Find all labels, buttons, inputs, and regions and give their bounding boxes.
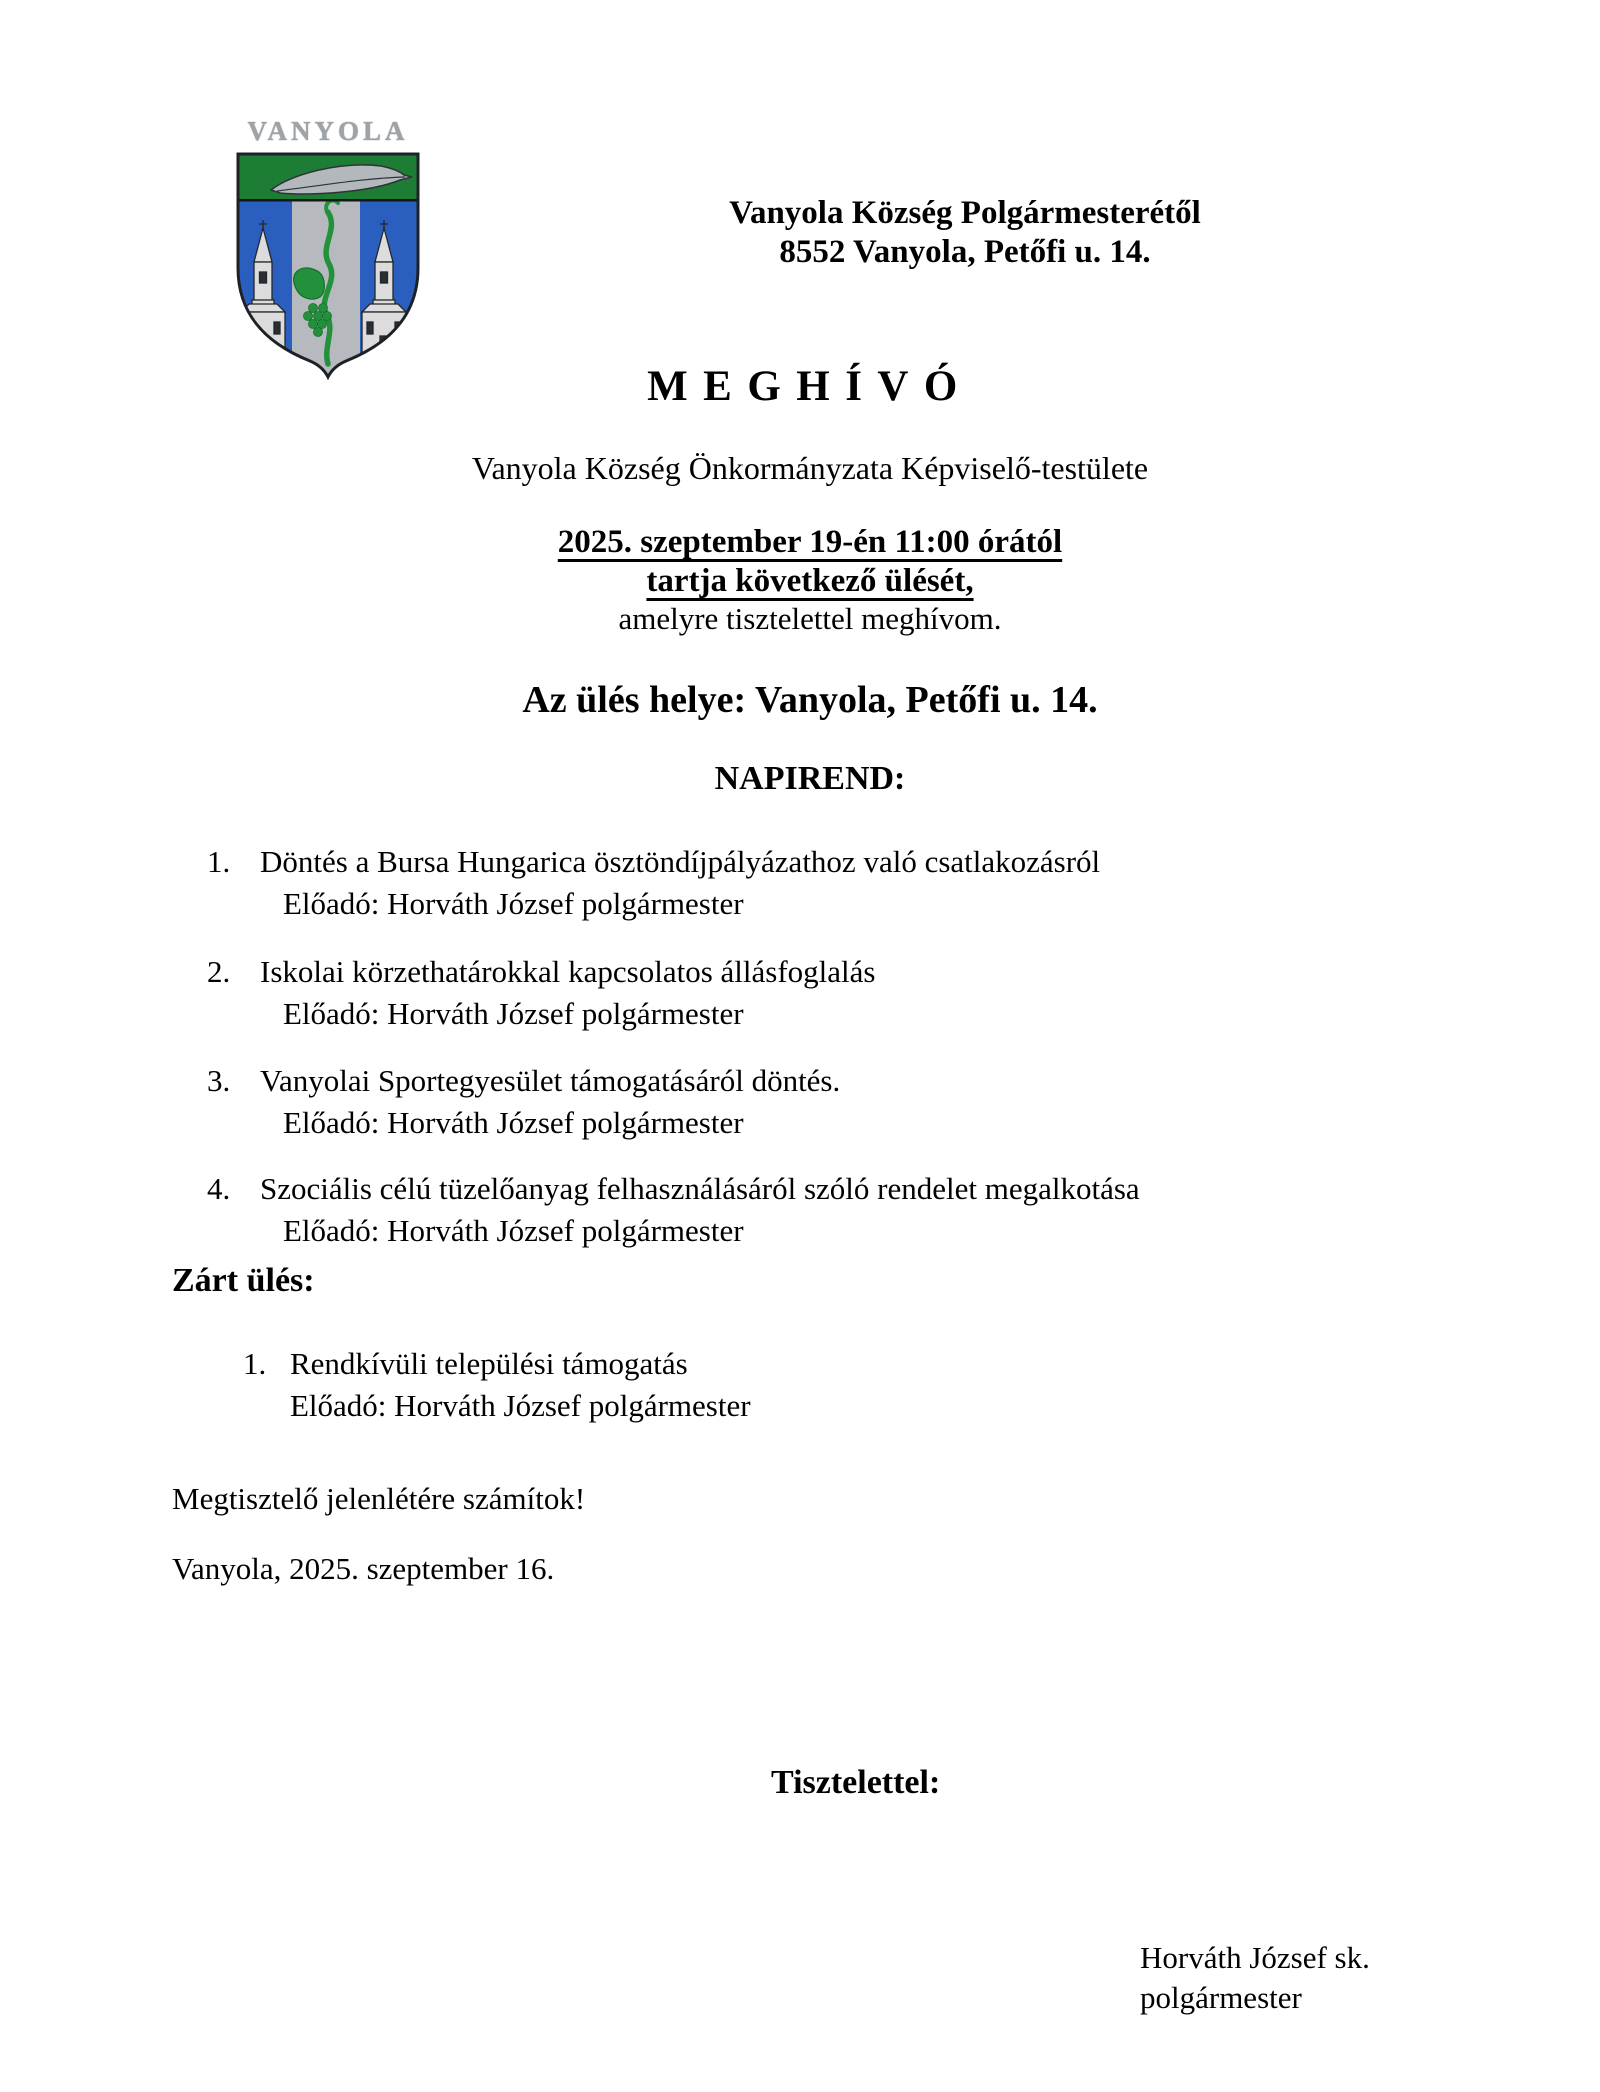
agenda-item-2 xyxy=(207,951,1527,1035)
agenda-item-4 xyxy=(207,1168,1527,1252)
meeting-datetime-line: 2025. szeptember 19-én 11:00 órától xyxy=(557,524,1063,560)
agenda-item-title: Szociális célú tüzelőanyag felhasználásáról szóló rendelet megalkotása xyxy=(260,1171,1140,1206)
signature-block xyxy=(1140,1938,1370,2018)
agenda-item-presenter: Előadó: Horváth József polgármester xyxy=(283,1213,744,1248)
agenda-item-number: 4. xyxy=(207,1171,231,1206)
agenda-item-presenter: Előadó: Horváth József polgármester xyxy=(283,1105,744,1140)
salutation-line: Tisztelettel: xyxy=(771,1764,941,1801)
agenda-item-title: Döntés a Bursa Hungarica ösztöndíjpályázathoz való csatlakozásról xyxy=(260,844,1101,879)
closed-item-title: Rendkívüli települési támogatás xyxy=(290,1346,688,1381)
agenda-item-title-line xyxy=(207,1060,1527,1102)
agenda-item-3 xyxy=(207,1060,1527,1144)
agenda-item-title-line xyxy=(207,841,1527,883)
closed-item-number: 1. xyxy=(243,1346,267,1381)
closed-session-heading: Zárt ülés: xyxy=(172,1262,315,1299)
closed-session-item-1 xyxy=(243,1343,1443,1427)
document-title: MEGHÍVÓ xyxy=(647,363,973,410)
agenda-item-1 xyxy=(207,841,1527,925)
agenda-item-presenter: Előadó: Horváth József polgármester xyxy=(283,886,744,921)
agenda-item-number: 2. xyxy=(207,954,231,989)
closed-item-presenter: Előadó: Horváth József polgármester xyxy=(290,1388,751,1423)
office-name-line: Vanyola Község Polgármesterétől xyxy=(729,195,1201,231)
signature-name: Horváth József sk. xyxy=(1140,1940,1370,1975)
emblem-wordmark: VANYOLA xyxy=(247,116,409,146)
council-subtitle: Vanyola Község Önkormányzata Képviselő-testülete xyxy=(471,450,1149,486)
meeting-holds-line: tartja következő ülését, xyxy=(646,563,974,599)
meeting-location-line: Az ülés helye: Vanyola, Petőfi u. 14. xyxy=(522,679,1098,721)
meeting-invite-line: amelyre tisztelettel meghívom. xyxy=(618,601,1002,636)
agenda-heading: NAPIREND: xyxy=(714,760,906,797)
agenda-item-title: Iskolai körzethatárokkal kapcsolatos állásfoglalás xyxy=(260,954,876,989)
agenda-item-title-line xyxy=(207,1168,1527,1210)
agenda-item-number: 1. xyxy=(207,844,231,879)
letterhead-office-block xyxy=(330,194,1600,272)
agenda-item-number: 3. xyxy=(207,1063,231,1098)
agenda-item-presenter: Előadó: Horváth József polgármester xyxy=(283,996,744,1031)
signature-title: polgármester xyxy=(1140,1980,1302,2015)
closed-item-title-line xyxy=(243,1343,1443,1385)
document-date-line: Vanyola, 2025. szeptember 16. xyxy=(172,1551,555,1586)
attendance-line: Megtisztelő jelenlétére számítok! xyxy=(172,1481,586,1516)
agenda-item-title: Vanyolai Sportegyesület támogatásáról döntés. xyxy=(260,1063,841,1098)
agenda-item-title-line xyxy=(207,951,1527,993)
office-address-line: 8552 Vanyola, Petőfi u. 14. xyxy=(779,234,1151,270)
